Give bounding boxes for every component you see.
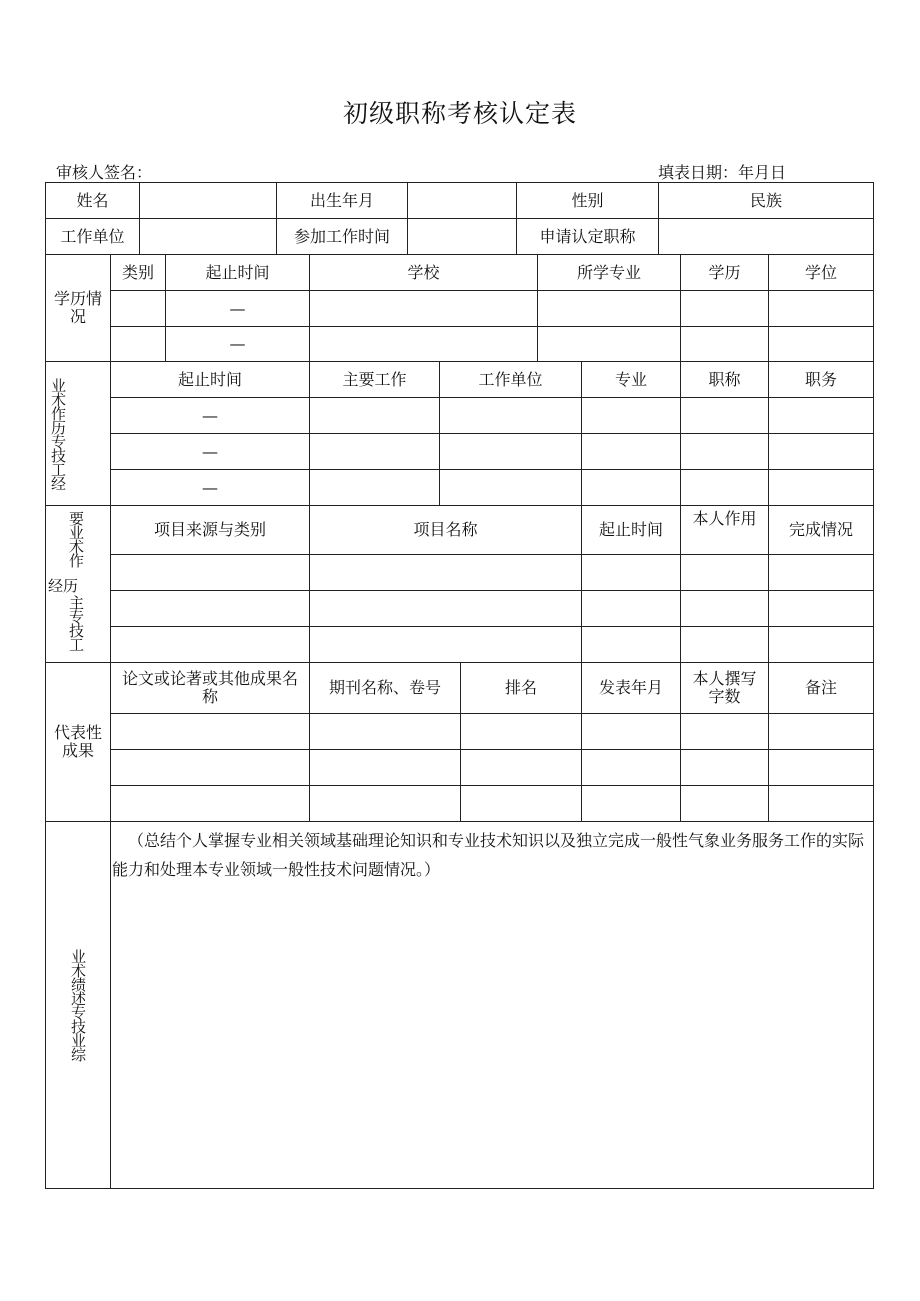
table-cell[interactable] [681, 555, 769, 591]
table-cell[interactable] [310, 786, 461, 822]
table-cell[interactable] [582, 555, 681, 591]
basic-info-table [45, 182, 874, 255]
edu-period-dash: — [166, 327, 310, 362]
table-cell[interactable] [769, 327, 874, 362]
table-cell[interactable] [461, 750, 582, 786]
title-applied-field[interactable] [659, 219, 874, 255]
table-cell[interactable] [310, 750, 461, 786]
table-cell[interactable] [769, 591, 874, 627]
table-cell[interactable] [538, 291, 681, 327]
table-cell[interactable] [310, 434, 440, 470]
work-start-label: 参加工作时间 [277, 219, 408, 255]
work-start-field[interactable] [408, 219, 517, 255]
table-cell[interactable] [440, 470, 582, 506]
edu-header-category: 类别 [111, 255, 166, 291]
edu-header-period: 起止时间 [166, 255, 310, 291]
edu-header-major: 所学专业 [538, 255, 681, 291]
table-cell[interactable] [582, 398, 681, 434]
table-cell[interactable] [310, 291, 538, 327]
table-cell[interactable] [111, 627, 310, 663]
table-cell[interactable] [582, 750, 681, 786]
ach-header-wordcount: 本人撰写字数 [681, 663, 769, 714]
education-table [45, 254, 874, 362]
table-cell[interactable] [310, 398, 440, 434]
ach-header-rank: 排名 [461, 663, 582, 714]
achievements-table [45, 662, 874, 822]
exp-header-main-work: 主要工作 [310, 362, 440, 398]
title-applied-label: 申请认定职称 [517, 219, 659, 255]
table-cell[interactable] [681, 786, 769, 822]
experience-table [45, 361, 874, 506]
table-cell[interactable] [681, 434, 769, 470]
name-field[interactable] [140, 183, 277, 219]
ach-header-title: 论文或论著或其他成果名称 [111, 663, 310, 714]
table-cell[interactable] [582, 714, 681, 750]
employer-field[interactable] [140, 219, 277, 255]
table-cell[interactable] [681, 398, 769, 434]
proj-header-status: 完成情况 [769, 506, 874, 555]
exp-period-dash: — [111, 398, 310, 434]
table-cell[interactable] [681, 470, 769, 506]
table-cell[interactable] [681, 327, 769, 362]
name-label: 姓名 [46, 183, 140, 219]
table-cell[interactable] [461, 714, 582, 750]
table-cell[interactable] [538, 327, 681, 362]
projects-section-label: 要业术作 经历 主专技工 [46, 506, 111, 663]
ach-header-journal: 期刊名称、卷号 [310, 663, 461, 714]
fill-date-label: 填表日期：年月日 [658, 163, 787, 182]
table-cell[interactable] [681, 750, 769, 786]
table-cell[interactable] [769, 555, 874, 591]
ach-header-remarks: 备注 [769, 663, 874, 714]
table-cell[interactable] [111, 750, 310, 786]
reviewer-signature-label: 审核人签名： [56, 163, 153, 182]
table-cell[interactable] [111, 291, 166, 327]
table-cell[interactable] [310, 591, 582, 627]
edu-header-degree: 学位 [769, 255, 874, 291]
ach-header-date: 发表年月 [582, 663, 681, 714]
table-cell[interactable] [681, 291, 769, 327]
table-cell[interactable] [582, 434, 681, 470]
table-cell[interactable] [681, 714, 769, 750]
table-cell[interactable] [769, 714, 874, 750]
table-cell[interactable] [440, 398, 582, 434]
table-cell[interactable] [769, 434, 874, 470]
table-cell[interactable] [111, 555, 310, 591]
birth-field[interactable] [408, 183, 517, 219]
experience-section-label: 业术作历专技工经 [46, 362, 111, 506]
proj-header-name: 项目名称 [310, 506, 582, 555]
table-cell[interactable] [111, 327, 166, 362]
exp-header-employer: 工作单位 [440, 362, 582, 398]
table-cell[interactable] [111, 786, 310, 822]
proj-header-period: 起止时间 [582, 506, 681, 555]
edu-header-degree-level: 学历 [681, 255, 769, 291]
table-cell[interactable] [310, 555, 582, 591]
exp-period-dash: — [111, 434, 310, 470]
summary-section-label: 业术绩述专技业综 [46, 822, 111, 1189]
projects-table [45, 505, 874, 663]
exp-header-specialty: 专业 [582, 362, 681, 398]
table-cell[interactable] [769, 786, 874, 822]
table-cell[interactable] [769, 470, 874, 506]
table-cell[interactable] [681, 627, 769, 663]
proj-header-role: 本人作用 [681, 506, 769, 555]
exp-header-period: 起止时间 [111, 362, 310, 398]
ethnicity-label: 民族 [659, 183, 874, 219]
birth-label: 出生年月 [277, 183, 408, 219]
exp-period-dash: — [111, 470, 310, 506]
table-cell[interactable] [769, 398, 874, 434]
table-cell[interactable] [769, 750, 874, 786]
table-cell[interactable] [310, 327, 538, 362]
table-cell[interactable] [111, 591, 310, 627]
achievements-section-label: 代表性成果 [46, 663, 111, 822]
education-section-label: 学历情况 [46, 255, 111, 362]
table-cell[interactable] [310, 627, 582, 663]
edu-header-school: 学校 [310, 255, 538, 291]
table-cell[interactable] [310, 714, 461, 750]
gender-label: 性别 [517, 183, 659, 219]
employer-label: 工作单位 [46, 219, 140, 255]
edu-period-dash: — [166, 291, 310, 327]
table-cell[interactable] [769, 627, 874, 663]
exp-header-title: 职称 [681, 362, 769, 398]
table-cell[interactable] [769, 291, 874, 327]
table-cell[interactable] [681, 591, 769, 627]
table-cell[interactable] [582, 470, 681, 506]
exp-header-position: 职务 [769, 362, 874, 398]
proj-header-source: 项目来源与类别 [111, 506, 310, 555]
table-cell[interactable] [582, 786, 681, 822]
page-title: 初级职称考核认定表 [342, 99, 577, 128]
table-cell[interactable] [440, 434, 582, 470]
table-cell[interactable] [582, 591, 681, 627]
table-cell[interactable] [111, 714, 310, 750]
table-cell[interactable] [582, 627, 681, 663]
table-cell[interactable] [461, 786, 582, 822]
summary-instructions: （总结个人掌握专业相关领域基础理论知识和专业技术知识以及独立完成一般性气象业务服务工作的实际能力和处理本专业领域一般性技术问题情况。） [112, 831, 865, 879]
table-cell[interactable] [310, 470, 440, 506]
